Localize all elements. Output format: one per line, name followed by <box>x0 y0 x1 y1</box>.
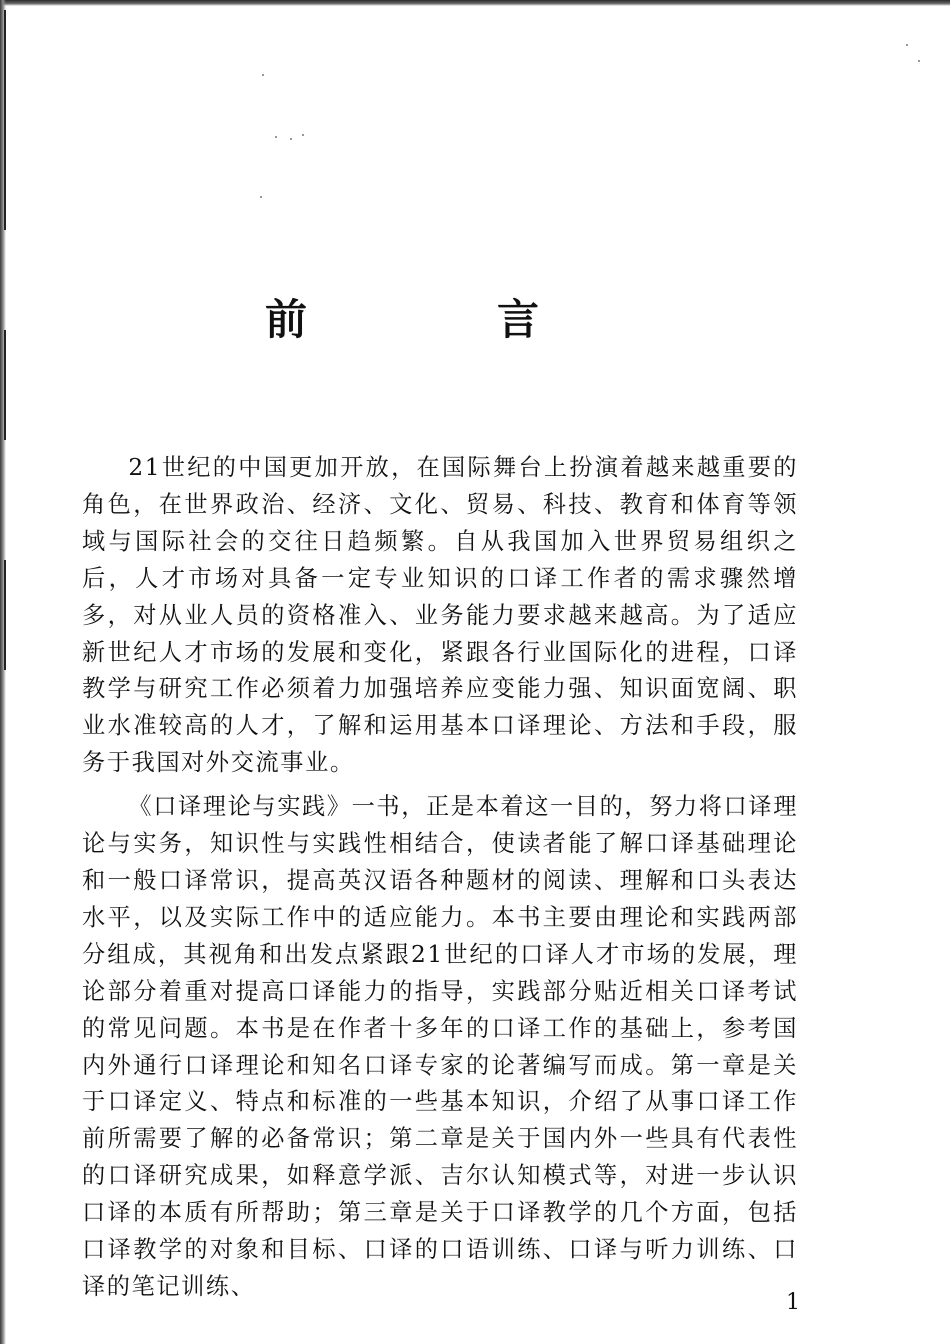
page-number: 1 <box>786 1290 800 1315</box>
scan-binding-mark <box>4 560 6 670</box>
scan-binding-mark <box>4 10 6 230</box>
scan-speck <box>302 134 304 136</box>
scan-speck <box>906 44 908 46</box>
scan-speck <box>262 74 264 76</box>
paragraph: 21世纪的中国更加开放，在国际舞台上扮演着越来越重要的角色，在世界政治、经济、文化、贸易、科技、教育和体育等领域与国际社会的交往日趋频繁。自从我国加入世界贸易组织之后，人才市场对具备一定专业知识的口译工作者的需求骤然增多，对从业人员的资格准入、业务能力要求越来越高。为了适应新世纪人才市场的发展和变化，紧跟各行业国际化的进程，口译教学与研究工作必须着力加强培养应变能力强、知识面宽阔、职业水准较高的人才，了解和运用基本口译理论、方法和手段，服务于我国对外交流事业。 <box>82 454 798 777</box>
scan-speck <box>260 196 262 198</box>
scan-top-edge <box>0 0 950 6</box>
scan-speck <box>918 60 920 62</box>
scan-speck <box>290 138 292 140</box>
page-title: 前 言 <box>264 295 613 344</box>
body-text <box>82 450 798 1306</box>
paragraph: 《口译理论与实践》一书，正是本着这一目的，努力将口译理论与实务，知识性与实践性相结合，使读者能了解口译基础理论和一般口译常识，提高英汉语各种题材的阅读、理解和口头表达水平，以及实际工作中的适应能力。本书主要由理论和实践两部分组成，其视角和出发点紧跟21世纪的口译人才市场的发展，理论部分着重对提高口译能力的指导，实践部分贴近相关口译考试的常见问题。本书是在作者十多年的口译工作的基础上，参考国内外通行口译理论和知名口译专家的论著编写而成。第一章是关于口译定义、特点和标准的一些基本知识，介绍了从事口译工作前所需要了解的必备常识；第二章是关于国内外一些具有代表性的口译研究成果，如释意学派、吉尔认知模式等，对进一步认识口译的本质有所帮助；第三章是关于口译教学的几个方面，包括口译教学的对象和目标、口译的口语训练、口译与听力训练、口译的笔记训练、 <box>82 793 798 1300</box>
scan-speck <box>275 136 277 138</box>
